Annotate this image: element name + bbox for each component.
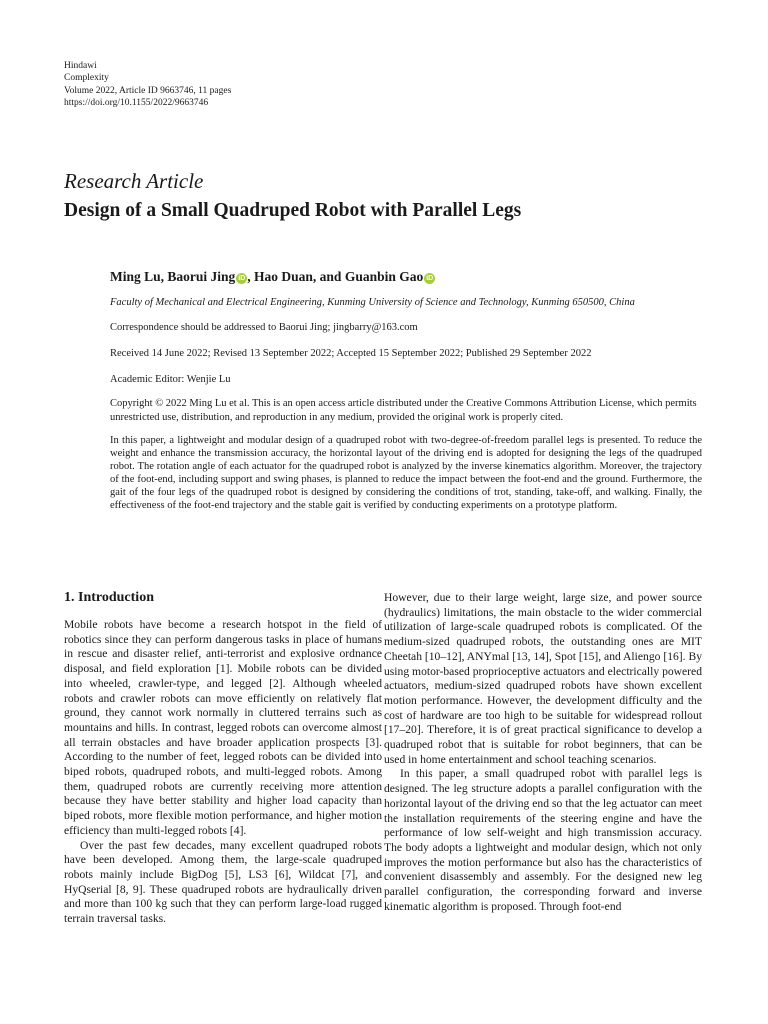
journal-name: Complexity (64, 73, 109, 84)
correspondence: Correspondence should be addressed to Baorui Jing; jingbarry@163.com (110, 322, 418, 333)
publisher-name: Hindawi (64, 61, 97, 71)
paragraph: Mobile robots have become a research hotspot in the field of robotics since they can perform dangerous tasks in place of humans in rescue and disaster relief, anti-terrorist and explosive ordnance disposal, and field exploration [1]. Mobile robots can be divided into wheeled, crawler-type, and legged [2]. Although wheeled robots and crawler robots can move efficiently on relatively flat ground, they cannot work normally in cluttered terrains such as mountains and hills. In contrast, legged robots can overcome almost all terrain obstacles and have broader application prospects [3]. According to the number of feet, legged robots can be divided into biped robots, quadruped robots, and multi-legged robots. Among them, quadruped robots are currently receiving more attention because they have better stability and higher load capacity than biped robots, more flexible motion performance, and higher motion efficiency than multi-legged robots [4]. (64, 618, 382, 837)
article-type: Research Article (64, 169, 204, 193)
section-heading: 1. Introduction (64, 590, 154, 605)
paragraph: Over the past few decades, many excellent quadruped robots have been developed. Among them, the large-scale quadruped robots mainly include BigDog [5], LS3 [6], Wildcat [7], and HyQserial [8, 9]. These quadruped robots are hydraulically driven and more than 100 kg such that they can perform large-load rugged terrain traversal tasks. (64, 838, 382, 926)
orcid-icon[interactable]: iD (426, 275, 434, 282)
orcid-icon[interactable]: iD (238, 275, 246, 282)
abstract: In this paper, a lightweight and modular design of a quadruped robot with two-degree-of-freedom parallel legs is presented. To reduce the weight and enhance the transmission accuracy, the horizontal layout of the driving end is adopted for designing the legs of the quadruped robot. The rotation angle of each actuator for the quadruped robot is analyzed by the inverse kinematics algorithm. Moreover, the trajectory of the foot-end, including support and swing phases, is planned to reduce the impact between the foot-end and the ground. Furthermore, the gait of the four legs of the quadruped robot is designed by considering the conditions of trot, standing, take-off, and walking. Finally, the effectiveness of the foot-end trajectory and the stable gait is verified by conducting experiments on a prototype platform. (110, 435, 702, 511)
authors-part-2: , Hao Duan, and Guanbin Gao (247, 269, 424, 284)
academic-editor: Academic Editor: Wenjie Lu (110, 374, 231, 385)
affiliation: Faculty of Mechanical and Electrical Engineering, Kunming University of Science and Technology, Kunming 650500, China (110, 297, 635, 308)
journal-header (64, 60, 231, 109)
paragraph: However, due to their large weight, large size, and power source (hydraulics) limitations, the main obstacle to the wider commercial utilization of large-scale quadruped robots is complicated. Of the medium-sized quadruped robots, the outstanding ones are MIT Cheetah [10–12], ANYmal [13, 14], Spot [15], and Aliengo [16]. By using motor-based proprioceptive actuators and electrically powered actuators, medium-sized quadruped robots have shown excellent motion performance. However, the development difficulty and the cost of hardware are too high to be suitable for widespread rollout [17–20]. Therefore, it is of great practical significance to develop a quadruped robot that is suitable for robot beginners, that can be used in home entertainment and school teaching scenarios. (384, 591, 702, 766)
publication-dates: Received 14 June 2022; Revised 13 September 2022; Accepted 15 September 2022; Published 29 September 2022 (110, 348, 592, 359)
copyright-notice: Copyright © 2022 Ming Lu et al. This is an open access article distributed under the Creative Commons Attribution License, which permits unrestricted use, distribution, and reproduction in any medium, provided the original work is properly cited. (110, 398, 697, 423)
doi-link[interactable]: https://doi.org/10.1155/2022/9663746 (64, 97, 209, 108)
paper-title: Design of a Small Quadruped Robot with Parallel Legs (64, 200, 522, 221)
volume-info: Volume 2022, Article ID 9663746, 11 pages (64, 85, 232, 96)
right-column (384, 591, 702, 914)
authors-part-1: Ming Lu, Baorui Jing (110, 269, 236, 284)
paragraph: In this paper, a small quadruped robot with parallel legs is designed. The leg structure adopts a parallel configuration with the horizontal layout of the driving end so that the leg actuator can meet the installation requirements of the steering engine and have the performance of low self-weight and high transmission accuracy. The body adopts a lightweight and modular design, which not only improves the motion performance but also has the characteristics of convenient disassembly and assembly. For the designed new leg parallel configuration, the corresponding forward and inverse kinematic algorithm is proposed. Through foot-end (384, 767, 702, 913)
left-column (64, 590, 382, 927)
author-list (110, 269, 435, 285)
